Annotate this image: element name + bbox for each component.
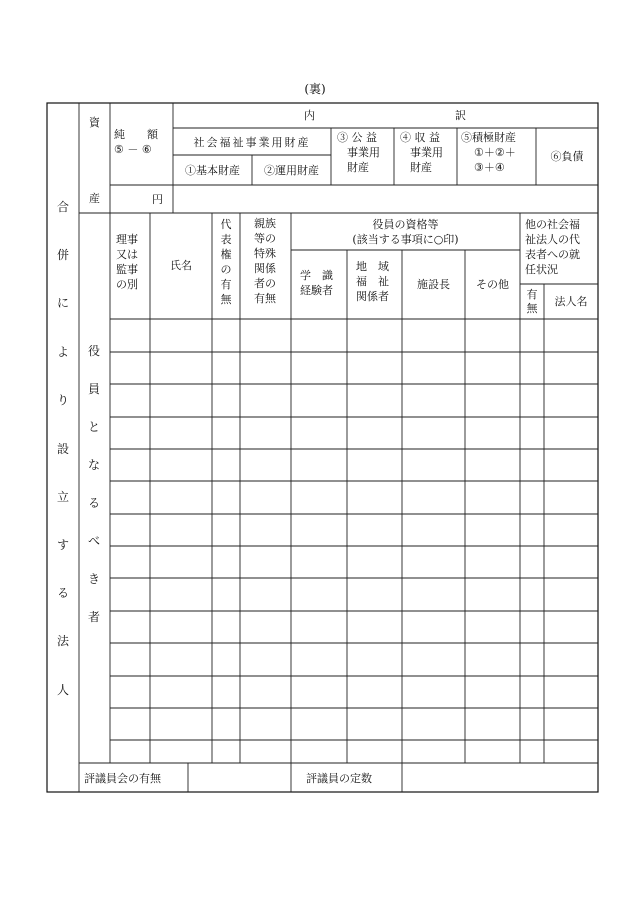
breakdown-label-2: 訳	[455, 109, 466, 122]
merger-label-char: 法	[56, 634, 69, 648]
other-corp-header-1: 他の社会福	[525, 218, 580, 231]
related-header-6: 有無	[254, 292, 276, 305]
officers-label-char: る	[87, 496, 100, 510]
public-benefit-header-3: 財産	[347, 161, 369, 174]
related-header-4: 関係	[254, 262, 276, 275]
role-header-3: 監事	[116, 263, 138, 276]
has-header-2: 無	[526, 302, 538, 315]
merger-label-char: 人	[56, 683, 69, 697]
rep-authority-char: 表	[220, 233, 232, 246]
positive-assets-header-3: ③＋④	[474, 161, 505, 174]
role-header-2: 又は	[116, 248, 138, 261]
breakdown-label-1: 内	[304, 109, 315, 122]
academic-header-2: 経験者	[300, 284, 333, 297]
rep-authority-char: 有	[220, 278, 232, 291]
other-corp-header-4: 任状況	[525, 263, 558, 276]
officers-label-char: べ	[87, 534, 100, 548]
merger-label-char: す	[56, 538, 69, 552]
merger-label-char: 設	[56, 442, 69, 456]
officers-label-char: 員	[87, 382, 100, 396]
positive-assets-header-2: ①＋②＋	[474, 146, 516, 159]
merger-label-char: に	[56, 296, 69, 310]
related-header-5: 者の	[254, 277, 276, 290]
net-amount-label: 純 額	[114, 128, 158, 141]
positive-assets-header-1: ⑤積極財産	[461, 131, 516, 144]
related-header-3: 特殊	[254, 247, 276, 260]
merger-label-char: 併	[56, 248, 69, 262]
operating-assets-header: ②運用財産	[264, 164, 319, 177]
profit-header-3: 財産	[410, 161, 432, 174]
role-header-4: の別	[116, 278, 138, 291]
officers-label-char: と	[87, 420, 100, 434]
net-amount-formula: ⑤ － ⑥	[114, 143, 152, 156]
form-border	[47, 103, 598, 792]
profit-header-1: ④ 収 益	[400, 131, 440, 144]
rep-authority-char: 権	[220, 248, 232, 261]
council-existence-label: 評議員会の有無	[84, 772, 161, 785]
merger-label-char: よ	[56, 345, 69, 359]
officers-label-char: な	[87, 458, 100, 472]
rep-authority-char: 代	[220, 218, 232, 231]
other-corp-header-3: 表者への就	[525, 248, 580, 261]
has-header-1: 有	[526, 288, 538, 301]
role-header-1: 理事	[116, 233, 138, 246]
local-welfare-header-3: 関係者	[356, 290, 389, 303]
corp-name-header: 法人名	[554, 295, 588, 308]
related-header-1: 親族	[254, 217, 276, 230]
public-benefit-header-2: 事業用	[347, 146, 380, 159]
related-header-2: 等の	[254, 232, 276, 245]
public-benefit-header-1: ③ 公 益	[337, 131, 377, 144]
local-welfare-header-1: 地 域	[356, 260, 389, 273]
name-header: 氏名	[170, 259, 192, 272]
council-capacity-label: 評議員の定数	[306, 772, 372, 785]
merger-label-char: 合	[56, 200, 69, 214]
merger-label-char: る	[56, 586, 69, 600]
unit-yen: 円	[152, 193, 163, 206]
rep-authority-char: 無	[220, 293, 232, 306]
other-corp-header-2: 祉法人の代	[525, 233, 580, 246]
officers-label-char: 役	[87, 344, 100, 358]
assets-label-top: 資	[89, 116, 100, 129]
local-welfare-header-2: 福 祉	[356, 275, 389, 288]
merger-label-char: 立	[56, 490, 69, 504]
basic-assets-header: ①基本財産	[185, 164, 240, 177]
officers-label-char: き	[87, 572, 100, 586]
facility-head-header: 施設長	[417, 278, 450, 291]
liabilities-header: ⑥負債	[550, 150, 584, 163]
officers-label-char: 者	[87, 610, 100, 624]
assets-label-bottom: 産	[89, 192, 100, 205]
merger-label-char: り	[56, 393, 69, 407]
qualification-note: (該当する事項に○印)	[352, 233, 459, 246]
social-welfare-assets-header: 社会福祉事業用財産	[193, 136, 311, 149]
other-header: その他	[476, 278, 509, 291]
page-title: (裏)	[304, 82, 326, 96]
profit-header-2: 事業用	[410, 146, 443, 159]
qualification-header: 役員の資格等	[372, 218, 439, 231]
rep-authority-char: の	[220, 263, 232, 276]
academic-header-1: 学 識	[300, 269, 333, 282]
